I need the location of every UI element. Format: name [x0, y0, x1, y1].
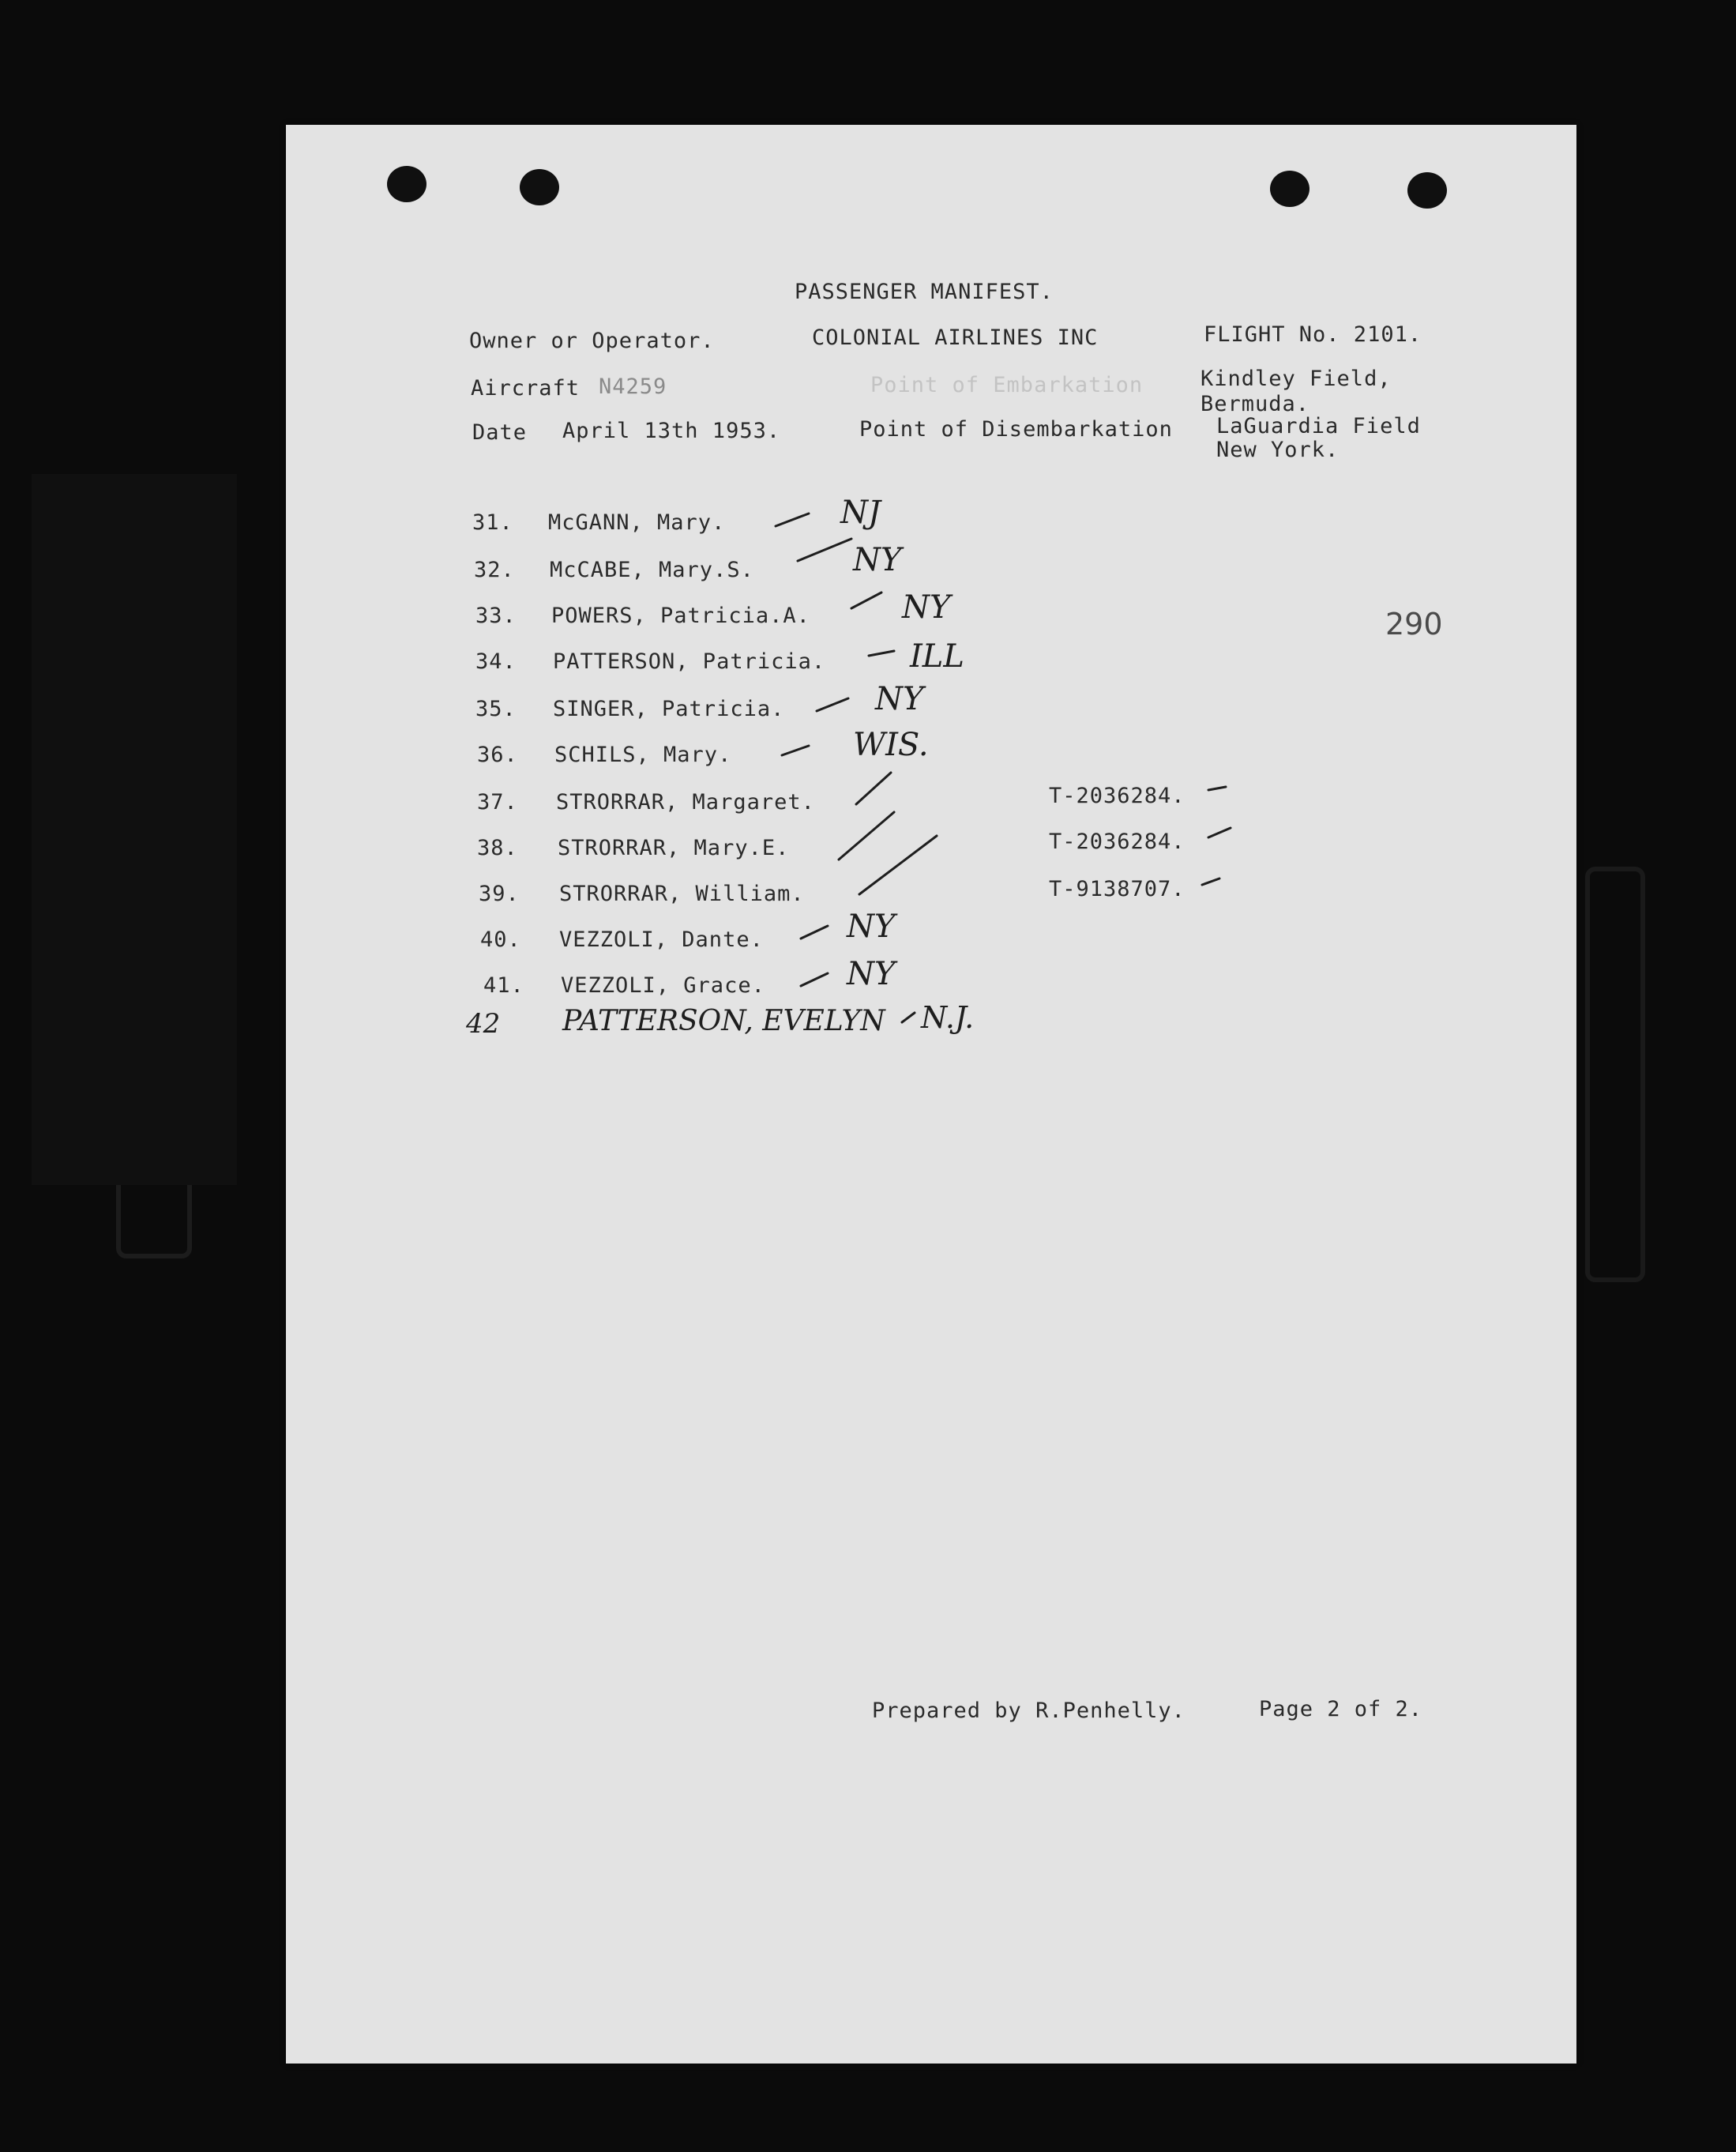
disembarkation-value-line1: LaGuardia Field — [1216, 414, 1421, 438]
page-count: Page 2 of 2. — [1259, 1697, 1423, 1721]
manifest-page — [286, 125, 1576, 2064]
handwritten-state-note: NY — [902, 589, 951, 626]
ticket-number: T-9138707. — [1049, 877, 1186, 901]
passenger-name: VEZZOLI, Dante. — [559, 927, 764, 952]
passenger-number: 37. — [477, 790, 518, 815]
handwritten-state-note: ILL — [910, 638, 964, 675]
passenger-number: 39. — [479, 882, 520, 906]
handwritten-state-note: NJ — [840, 495, 881, 531]
embarkation-label: Point of Embarkation — [870, 373, 1144, 397]
disembarkation-label: Point of Disembarkation — [859, 417, 1173, 442]
date-value: April 13th 1953. — [562, 419, 781, 443]
passenger-name: McCABE, Mary.S. — [550, 558, 754, 582]
aircraft-value: N4259 — [599, 374, 667, 399]
punch-hole — [1407, 172, 1447, 209]
passenger-number: 40. — [480, 927, 521, 952]
handwritten-state-note: WIS. — [853, 727, 929, 763]
handwritten-state-note: NY — [847, 909, 896, 945]
ticket-number: T-2036284. — [1049, 784, 1186, 808]
handwritten-passenger-name: PATTERSON, EVELYN — [562, 1005, 885, 1037]
punch-hole — [520, 169, 559, 205]
passenger-number: 36. — [477, 743, 518, 767]
passenger-number: 34. — [475, 649, 517, 674]
passenger-number: 31. — [472, 510, 513, 535]
passenger-number: 41. — [483, 973, 524, 998]
passenger-name: STRORRAR, William. — [559, 882, 805, 906]
embarkation-value-line2: Bermuda. — [1201, 392, 1310, 416]
passenger-name: STRORRAR, Margaret. — [556, 790, 815, 815]
disembarkation-value-line2: New York. — [1216, 438, 1340, 462]
ticket-number: T-2036284. — [1049, 830, 1186, 854]
date-label: Date — [472, 420, 528, 445]
passenger-name: STRORRAR, Mary.E. — [558, 836, 790, 860]
handwritten-state-note: NY — [853, 542, 902, 578]
owner-value: COLONIAL AIRLINES INC — [812, 325, 1099, 350]
prepared-by: Prepared by R.Penhelly. — [872, 1699, 1186, 1723]
handwritten-state-note: NY — [875, 681, 924, 717]
passenger-name: SINGER, Patricia. — [553, 697, 785, 721]
punch-hole — [1270, 171, 1310, 207]
flight-number: FLIGHT No. 2101. — [1204, 322, 1422, 347]
handwritten-passenger-number: 42 — [466, 1008, 501, 1040]
page-number: 290 — [1385, 607, 1443, 641]
passenger-number: 32. — [474, 558, 515, 582]
handwritten-state-note: N.J. — [921, 1000, 975, 1035]
passenger-number: 38. — [477, 836, 518, 860]
passenger-name: VEZZOLI, Grace. — [561, 973, 765, 998]
passenger-name: SCHILS, Mary. — [554, 743, 732, 767]
passenger-number: 33. — [475, 604, 517, 628]
passenger-name: McGANN, Mary. — [548, 510, 726, 535]
handwritten-state-note: NY — [847, 956, 896, 992]
passenger-name: PATTERSON, Patricia. — [553, 649, 826, 674]
embarkation-value-line1: Kindley Field, — [1201, 367, 1392, 391]
document-title: PASSENGER MANIFEST. — [795, 280, 1054, 304]
punch-hole — [387, 166, 426, 202]
passenger-number: 35. — [475, 697, 517, 721]
passenger-name: POWERS, Patricia.A. — [551, 604, 810, 628]
aircraft-label: Aircraft — [471, 376, 581, 401]
owner-label: Owner or Operator. — [469, 329, 715, 353]
